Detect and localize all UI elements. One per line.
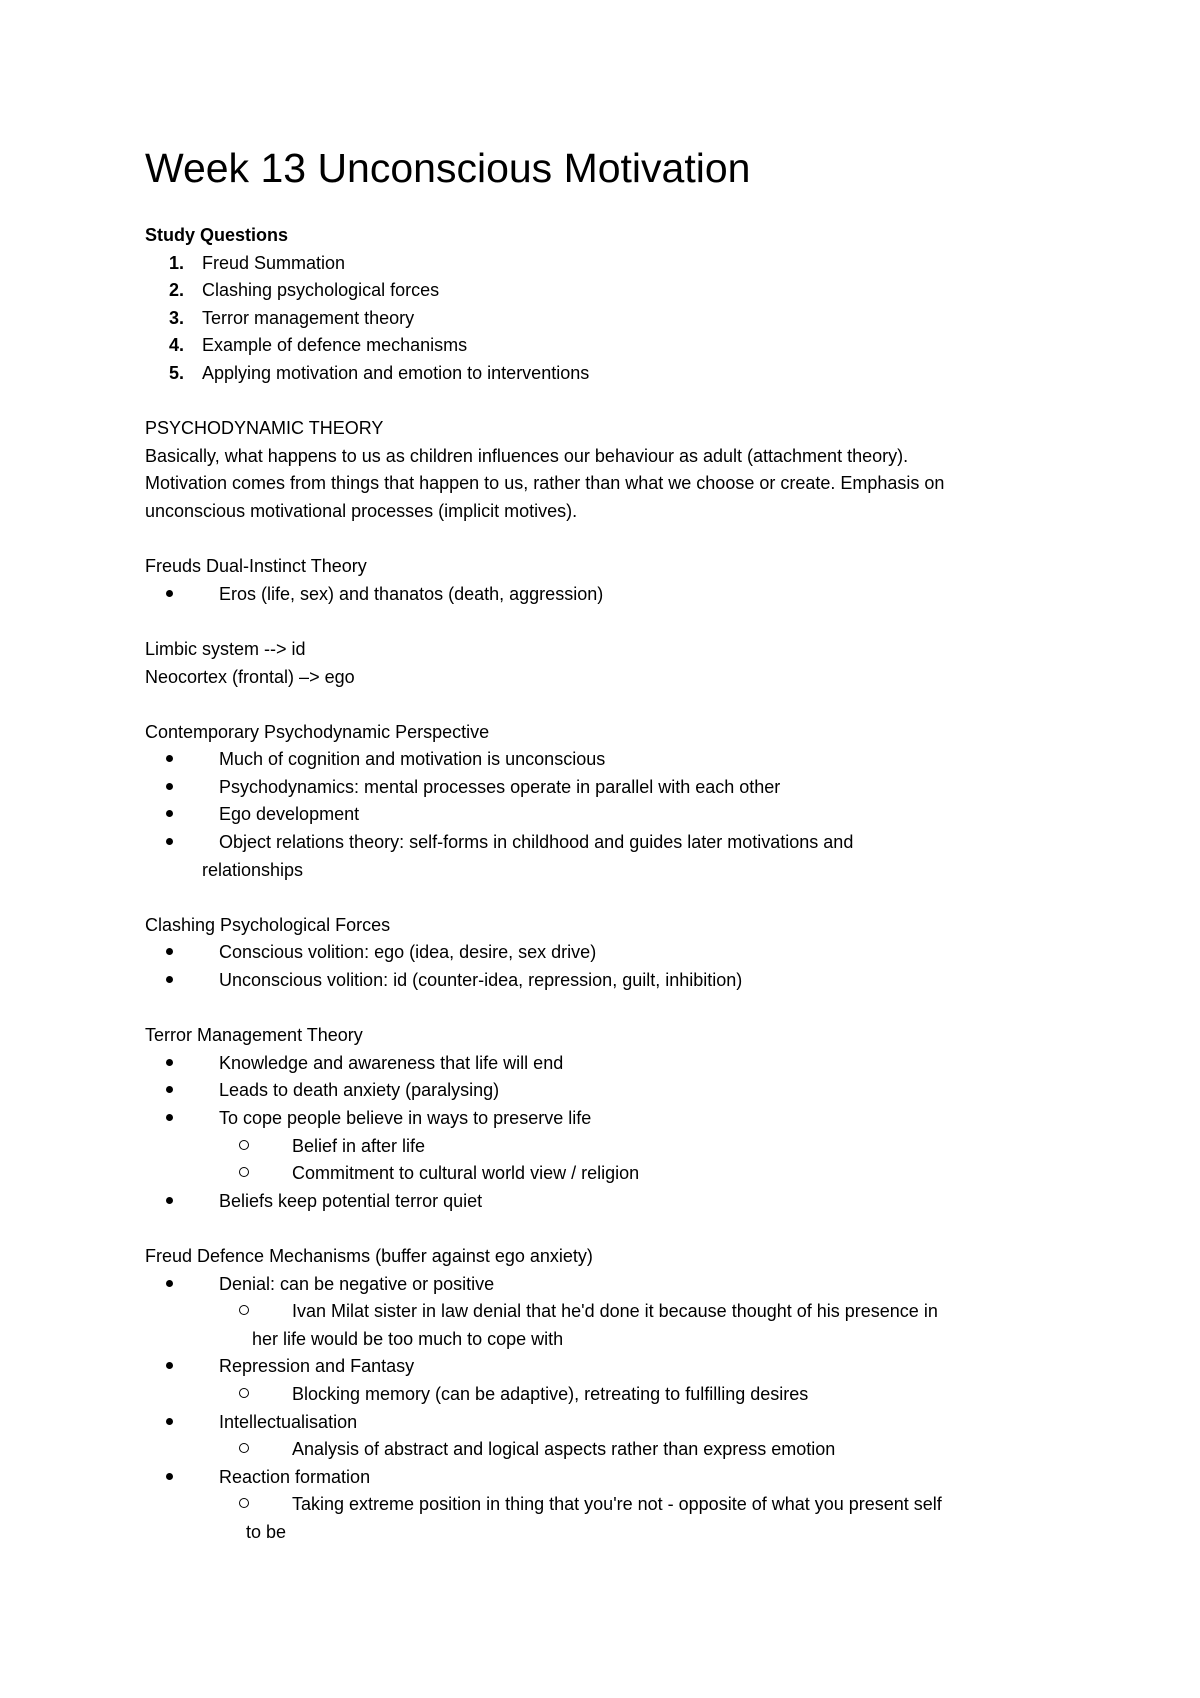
brain-line: Limbic system --> id xyxy=(145,638,306,659)
list-item-text: Freud Summation xyxy=(202,252,346,273)
circle-bullet-icon xyxy=(239,1167,249,1177)
bullet-icon xyxy=(166,1473,173,1480)
bullet-icon xyxy=(166,755,173,762)
sub-list-item-text: Taking extreme position in thing that you're not - opposite of what you present self xyxy=(292,1494,942,1515)
list-number: 3. xyxy=(169,307,185,328)
bullet-icon xyxy=(166,838,173,845)
list-item xyxy=(145,1188,1085,1216)
spacer xyxy=(145,1215,1085,1243)
list-item-text: Applying motivation and emotion to interventions xyxy=(202,362,590,383)
list-item xyxy=(145,829,1085,884)
bullet-icon xyxy=(166,976,173,983)
list-item xyxy=(145,250,1085,278)
sub-list-item-text: Belief in after life xyxy=(292,1135,426,1156)
list-item-text: Ego development xyxy=(219,804,360,825)
list-item xyxy=(145,939,1085,967)
circle-bullet-icon xyxy=(239,1388,249,1398)
bullet-icon xyxy=(166,1418,173,1425)
list-item xyxy=(145,967,1085,995)
list-item xyxy=(145,1077,1085,1105)
list-item-text: Leads to death anxiety (paralysing) xyxy=(219,1080,500,1101)
list-item-text: Beliefs keep potential terror quiet xyxy=(219,1190,483,1211)
sub-list xyxy=(219,1298,1085,1353)
paragraph-line: Basically, what happens to us as children influences our behaviour as adult (attachment theory). xyxy=(145,445,909,466)
clashing-list xyxy=(145,939,1085,994)
sub-list-item-text: Blocking memory (can be adaptive), retreating to fulfilling desires xyxy=(292,1383,809,1404)
bullet-icon xyxy=(166,1280,173,1287)
bullet-icon xyxy=(166,1197,173,1204)
list-item-text: Reaction formation xyxy=(219,1466,371,1487)
brain-line: Neocortex (frontal) –> ego xyxy=(145,666,355,687)
sub-list xyxy=(219,1133,1085,1188)
sub-list-item xyxy=(145,1160,1085,1188)
bullet-icon xyxy=(166,783,173,790)
sub-list-item-text-continued: her life would be too much to cope with xyxy=(252,1328,564,1349)
sub-list xyxy=(219,1491,1085,1546)
spacer xyxy=(145,995,1085,1023)
study-questions-list xyxy=(145,250,1085,388)
sub-list-item xyxy=(145,1436,1085,1464)
list-number: 5. xyxy=(169,362,185,383)
spacer xyxy=(145,691,1085,719)
list-item-text: Conscious volition: ego (idea, desire, sex drive) xyxy=(219,942,597,963)
sub-list-item xyxy=(145,1381,1085,1409)
list-item xyxy=(145,774,1085,802)
list-item-text: Much of cognition and motivation is unconscious xyxy=(219,749,606,770)
list-item-text: Clashing psychological forces xyxy=(202,280,440,301)
bullet-icon xyxy=(166,1362,173,1369)
terror-heading: Terror Management Theory xyxy=(145,1025,363,1046)
list-item xyxy=(145,1050,1085,1078)
list-item xyxy=(145,1271,1085,1354)
contemporary-list xyxy=(145,746,1085,884)
dual-instinct-heading: Freuds Dual-Instinct Theory xyxy=(145,556,367,577)
paragraph-line: unconscious motivational processes (implicit motives). xyxy=(145,500,578,521)
contemporary-heading: Contemporary Psychodynamic Perspective xyxy=(145,721,490,742)
list-item-text: Eros (life, sex) and thanatos (death, aggression) xyxy=(219,583,604,604)
list-item xyxy=(145,1105,1085,1188)
terror-list xyxy=(145,1050,1085,1216)
list-item-text: Intellectualisation xyxy=(219,1411,358,1432)
bullet-icon xyxy=(166,1114,173,1121)
list-number: 4. xyxy=(169,335,185,356)
list-number: 1. xyxy=(169,252,185,273)
list-item xyxy=(145,1464,1085,1547)
list-item-text: Object relations theory: self-forms in childhood and guides later motivations and xyxy=(219,832,854,853)
sub-list-item xyxy=(145,1491,1085,1546)
list-item-text: Psychodynamics: mental processes operate in parallel with each other xyxy=(219,776,781,797)
list-item xyxy=(145,360,1085,388)
circle-bullet-icon xyxy=(239,1140,249,1150)
page-title: Week 13 Unconscious Motivation xyxy=(145,145,751,191)
circle-bullet-icon xyxy=(239,1443,249,1453)
defence-list xyxy=(145,1271,1085,1547)
list-item xyxy=(145,746,1085,774)
list-item-text: Unconscious volition: id (counter-idea, repression, guilt, inhibition) xyxy=(219,970,743,991)
clashing-heading: Clashing Psychological Forces xyxy=(145,914,391,935)
study-questions-heading: Study Questions xyxy=(145,225,289,245)
sub-list-item-text: Analysis of abstract and logical aspects rather than express emotion xyxy=(292,1439,836,1460)
list-item xyxy=(145,305,1085,333)
sub-list-item-text-continued: to be xyxy=(246,1521,287,1542)
list-item xyxy=(145,801,1085,829)
bullet-icon xyxy=(166,590,173,597)
circle-bullet-icon xyxy=(239,1498,249,1508)
list-item-text: To cope people believe in ways to preserve life xyxy=(219,1108,592,1128)
list-item xyxy=(145,1353,1085,1408)
sub-list-item xyxy=(145,1133,1085,1161)
list-item-text: Denial: can be negative or positive xyxy=(219,1273,495,1294)
sub-list xyxy=(219,1381,1085,1409)
list-item xyxy=(145,581,1085,609)
list-item xyxy=(145,1409,1085,1464)
bullet-icon xyxy=(166,948,173,955)
circle-bullet-icon xyxy=(239,1305,249,1315)
psychodynamic-heading: PSYCHODYNAMIC THEORY xyxy=(145,418,384,439)
list-item xyxy=(145,277,1085,305)
list-item-text: Example of defence mechanisms xyxy=(202,335,468,356)
spacer xyxy=(145,526,1085,554)
document-body xyxy=(145,222,1085,1547)
dual-instinct-list xyxy=(145,581,1085,609)
sub-list-item-text: Commitment to cultural world view / religion xyxy=(292,1163,640,1184)
spacer xyxy=(145,884,1085,912)
list-number: 2. xyxy=(169,280,185,301)
sub-list-item xyxy=(145,1298,1085,1353)
list-item-text: Repression and Fantasy xyxy=(219,1356,415,1377)
sub-list-item-text: Ivan Milat sister in law denial that he'd done it because thought of his presence in xyxy=(292,1301,938,1322)
bullet-icon xyxy=(166,1086,173,1093)
bullet-icon xyxy=(166,810,173,817)
list-item xyxy=(145,332,1085,360)
spacer xyxy=(145,608,1085,636)
list-item-text: Terror management theory xyxy=(202,307,415,328)
bullet-icon xyxy=(166,1059,173,1066)
list-item-text-continued: relationships xyxy=(202,859,304,880)
spacer xyxy=(145,388,1085,416)
sub-list xyxy=(219,1436,1085,1464)
list-item-text: Knowledge and awareness that life will end xyxy=(219,1052,564,1073)
paragraph-line: Motivation comes from things that happen to us, rather than what we choose or create. Emphasis on xyxy=(145,473,945,494)
defence-heading: Freud Defence Mechanisms (buffer against ego anxiety) xyxy=(145,1245,593,1266)
